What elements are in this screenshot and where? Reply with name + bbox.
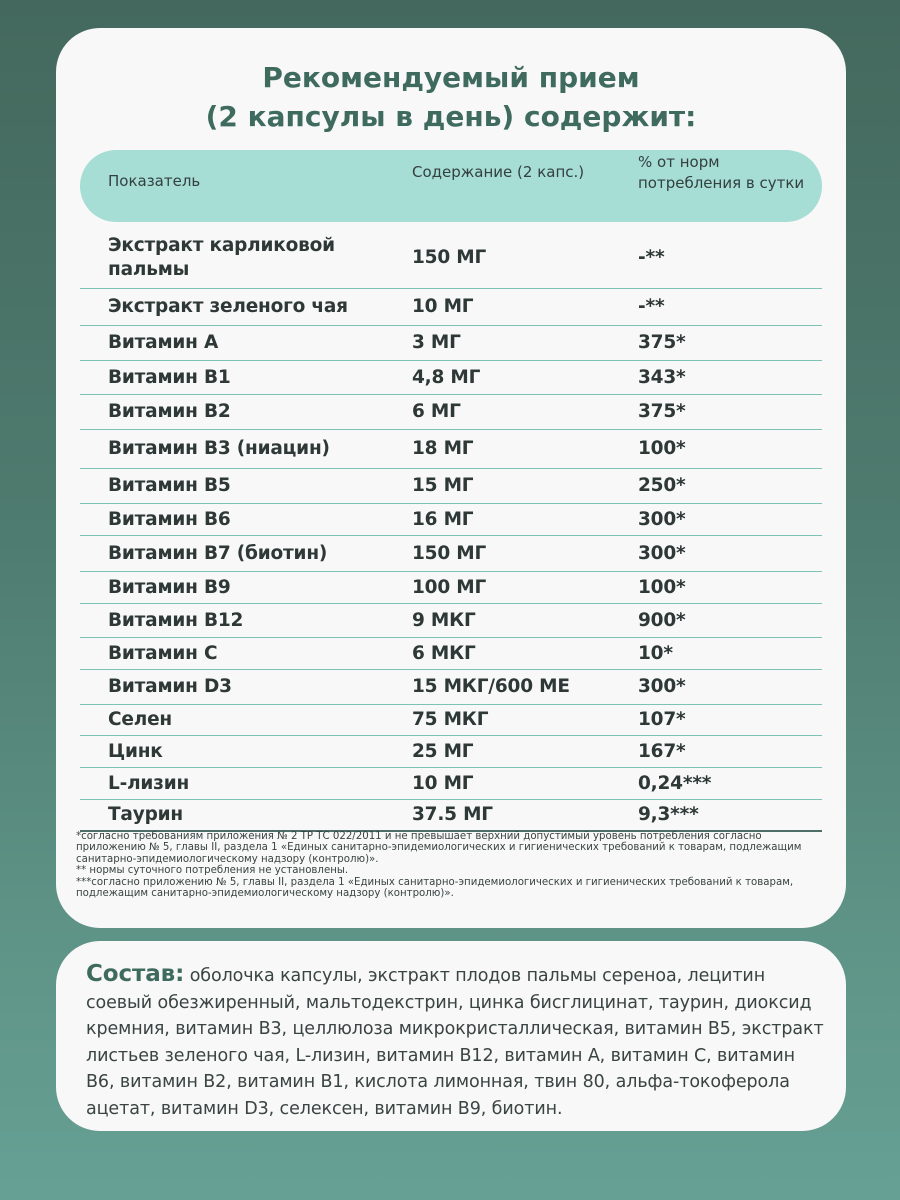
cell-percent: 343* (638, 366, 686, 388)
cell-amount: 10 МГ (412, 296, 474, 317)
cell-amount: 3 МГ (412, 332, 461, 353)
cell-name: L-лизин (108, 772, 190, 794)
cell-name: Витамин В12 (108, 609, 244, 631)
footnotes (76, 831, 826, 899)
table-row (80, 638, 822, 670)
table-row (80, 736, 822, 768)
cell-percent: 10* (638, 642, 673, 664)
composition-card (56, 941, 846, 1131)
cell-name: Витамин В7 (биотин) (108, 542, 328, 564)
cell-percent: 167* (638, 740, 686, 762)
cell-amount: 9 МКГ (412, 609, 476, 631)
cell-percent: 0,24*** (638, 772, 712, 794)
cell-amount: 150 МГ (412, 247, 487, 268)
composition-ingredients: оболочка капсулы, экстракт плодов пальмы сереноа, лецитин соевый обезжиренный, мальтодекстрин, цинка бисглицинат, таурин, диоксид кремния, витамин В3, целлюлоза микрокристаллическая, витамин В5, экстракт листьев зеленого чая, L-лизин, витамин В12, витамин А, витамин С, витамин В6, витамин В2, витамин В1, кислота лимонная, твин 80, альфа-токоферола ацетат, витамин D3, селексен, витамин В9, биотин. (86, 966, 824, 1119)
cell-percent: 100* (638, 438, 686, 459)
cell-percent: 100* (638, 576, 686, 598)
cell-percent: -** (638, 296, 665, 317)
cell-percent: 900* (638, 609, 686, 631)
cell-amount: 15 МКГ/600 МЕ (412, 676, 570, 697)
table-row (80, 800, 822, 832)
table-row (80, 768, 822, 800)
table-row (80, 228, 822, 289)
table-row (80, 670, 822, 705)
title-line-1: Рекомендуемый прием (262, 61, 640, 94)
cell-name: Витамин В1 (108, 366, 231, 388)
cell-name: Витамин В2 (108, 401, 231, 422)
table-row (80, 395, 822, 430)
cell-amount: 150 МГ (412, 542, 487, 564)
cell-amount: 10 МГ (412, 772, 474, 794)
cell-amount: 100 МГ (412, 576, 487, 598)
cell-amount: 37.5 МГ (412, 804, 493, 825)
cell-percent: 9,3*** (638, 804, 699, 825)
cell-name: Экстракт карликовой пальмы (108, 235, 335, 280)
cell-name: Селен (108, 709, 173, 730)
cell-name: Экстракт зеленого чая (108, 296, 348, 317)
page-title (56, 58, 846, 136)
cell-amount: 16 МГ (412, 508, 474, 530)
table-row (80, 469, 822, 504)
cell-amount: 75 МКГ (412, 709, 489, 730)
cell-name: Витамин В5 (108, 475, 231, 496)
table-row (80, 504, 822, 536)
footnote-3: ***согласно приложению № 5, главы II, раздела 1 «Единых санитарно-эпидемиологических и гигиенических требований к товарам, подлежащим санитарно-эпидемиологическому надзору (контролю)». (76, 876, 794, 900)
title-line-2: (2 капсулы в день) содержит: (205, 100, 697, 133)
nutrition-card (56, 28, 846, 928)
table-row (80, 361, 822, 395)
table-row (80, 572, 822, 604)
header-amount: Содержание (2 капс.) (412, 163, 585, 181)
table-row (80, 326, 822, 361)
cell-name: Витамин В9 (108, 576, 231, 598)
cell-amount: 6 МГ (412, 401, 461, 422)
cell-amount: 4,8 МГ (412, 366, 481, 388)
cell-name: Цинк (108, 740, 163, 762)
composition-label: Состав: (86, 961, 185, 987)
table-row (80, 430, 822, 469)
table-row (80, 289, 822, 326)
header-name: Показатель (108, 172, 201, 190)
cell-percent: 300* (638, 676, 686, 697)
cell-percent: 250* (638, 475, 686, 496)
cell-name: Витамин В3 (ниацин) (108, 438, 330, 459)
footnote-2: ** нормы суточного потребления не установлены. (76, 865, 349, 877)
cell-amount: 25 МГ (412, 740, 474, 762)
cell-name: Витамин А (108, 332, 219, 353)
composition-text (86, 961, 826, 1122)
cell-amount: 18 МГ (412, 438, 474, 459)
cell-name: Витамин С (108, 642, 218, 664)
cell-name: Витамин D3 (108, 676, 232, 697)
footnote-1: *согласно требованиям приложения № 2 ТР ТС 022/2011 и не превышает верхний допустимый уровень потребления согласно приложению № 5, главы II, раздела 1 «Единых санитарно-эпидемиологических и гигиенических требований к товарам, подлежащим санитарно-эпидемиологическому надзору (контролю)». (76, 831, 802, 865)
table-row (80, 536, 822, 572)
table-body (80, 228, 822, 832)
cell-percent: -** (638, 247, 665, 268)
cell-percent: 300* (638, 508, 686, 530)
table-row (80, 604, 822, 638)
cell-name: Таурин (108, 804, 183, 825)
table-header (80, 150, 822, 222)
header-percent: % от норм потребления в сутки (638, 153, 805, 192)
table-row (80, 705, 822, 736)
cell-amount: 6 МКГ (412, 642, 476, 664)
cell-name: Витамин В6 (108, 508, 231, 530)
cell-percent: 300* (638, 542, 686, 564)
cell-percent: 107* (638, 709, 686, 730)
cell-percent: 375* (638, 332, 686, 353)
cell-percent: 375* (638, 401, 686, 422)
cell-amount: 15 МГ (412, 475, 474, 496)
